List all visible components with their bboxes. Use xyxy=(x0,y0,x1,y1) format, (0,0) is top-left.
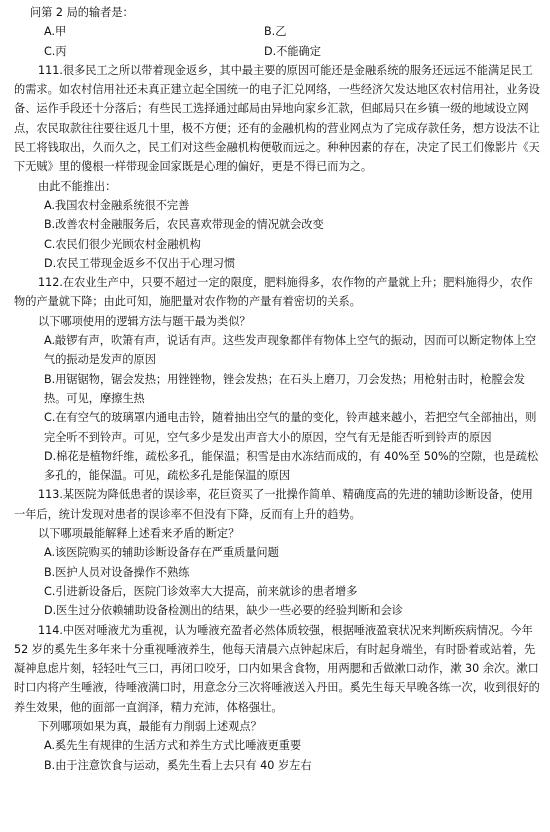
q114-option-a: A.奚先生有规律的生活方式和养生方式比唾液更重要 xyxy=(44,739,302,753)
q114-passage: 114.中医对唾液尤为重视，认为唾液充盈者必然体质较强，根据唾液盈衰状况来判断疾病情况。今年 52 岁的奚先生多年来十分重视唾液养生，他每天清晨六点钟起床后，有时起身端坐，有时卧着或站着，先凝神息虑片刻，轻轻吐气三口，再闭口咬牙，口内如果含食物，用两腮和舌做漱口动作，漱 30 余次。漱口时口内将产生唾液，待唾液满口时，用意念分三次将唾液送入丹田。奚先生每天早晚各练一次，收到很好的养生效果，他的面部一直润泽，精力充沛，体格强壮。 xyxy=(14,623,540,714)
q110-options-row2 xyxy=(14,42,540,61)
q113-option-d: D.医生过分依赖辅助设备检测出的结果，缺少一些必要的经验判断和会诊 xyxy=(44,604,403,618)
q111-option-d: D.农民工带现金返乡不仅出于心理习惯 xyxy=(44,256,236,270)
q112-option-b: B.用锯锯物，锯会发热；用锉锉物，锉会发热；在石头上磨刀，刀会发热；用枪射击时，枪膛会发热。可见，摩擦生热 xyxy=(44,372,526,405)
q110-option-b: B.乙 xyxy=(264,25,287,39)
q113-option-a: A.该医院购买的辅助诊断设备存在严重质量问题 xyxy=(44,546,279,560)
q110-option-a: A.甲 xyxy=(44,25,67,39)
q112-passage: 112.在农业生产中，只要不超过一定的限度，肥料施得多，农作物的产量就上升；肥料施得少，农作物的产量就下降；由此可知，施肥量对农作物的产量有着密切的关系。 xyxy=(14,276,533,309)
q112-option-c: C.在有空气的玻璃罩内通电击铃，随着抽出空气的量的变化，铃声越来越小，若把空气全部抽出，则完全听不到铃声。可见，空气多少是发出声音大小的原因，空气有无是能否听到铃声的原因 xyxy=(44,411,537,444)
q110-option-c: C.丙 xyxy=(44,44,67,58)
q111-option-a: A.我国农村金融系统很不完善 xyxy=(44,198,190,212)
q111-passage: 111.很多民工之所以带着现金返乡，其中最主要的原因可能还是金融系统的服务还远远不能满足民工的需求。如农村信用社还未真正建立起全国统一的电子汇兑网络，一些经济欠发达地区农村信用社，业务设备、运作手段还十分落后；有些民工选择通过邮局由异地向家乡汇款，但邮局只在乡镇一级的地域设立网点，农民取款往往要往返几十里，极不方便；还有的金融机构的营业网点为了完成存款任务，想方设法不让民工将钱取出，久而久之，民工们对这些金融机构便敬而远之。种种因素的存在，决定了民工们像影片《天下无贼》里的傻根一样带现金回家既是心理的偏好，更是不得已而为之。 xyxy=(14,63,540,174)
q110-options-row1 xyxy=(14,22,540,41)
q113-option-c: C.引进新设备后，医院门诊效率大大提高，前来就诊的患者增多 xyxy=(44,584,358,598)
q113-option-b: B.医护人员对设备操作不熟练 xyxy=(44,565,190,579)
q112-question: 以下哪项使用的逻辑方法与题干最为类似？ xyxy=(38,314,251,328)
q114-option-b: B.由于注意饮食与运动，奚先生看上去只有 40 岁左右 xyxy=(44,758,312,772)
q110-option-d: D.不能确定 xyxy=(264,44,321,58)
q111-question: 由此不能推出： xyxy=(38,179,117,193)
q110-stem: 问第 2 局的输者是： xyxy=(30,6,134,19)
q114-question: 下列哪项如果为真，最能有力削弱上述观点？ xyxy=(38,719,262,733)
q111-option-c: C.农民们很少光顾农村金融机构 xyxy=(44,237,201,251)
q113-question: 以下哪项最能解释上述看来矛盾的断定？ xyxy=(38,527,240,541)
q111-option-b: B.改善农村金融服务后，农民喜欢带现金的情况就会改变 xyxy=(44,218,324,232)
q112-option-d: D.棉花是植物纤维，疏松多孔，能保温；积雪是由水冻结而成的，有 40%至 50%的空隙，也是疏松多孔的，能保温。可见，疏松多孔是能保温的原因 xyxy=(44,449,539,483)
q112-option-a: A.敲锣有声，吹箫有声，说话有声。这些发声现象都伴有物体上空气的振动，因而可以断定物体上空气的振动是发声的原因 xyxy=(44,334,537,367)
q113-passage: 113.某医院为降低患者的误诊率，花巨资买了一批操作简单、精确度高的先进的辅助诊断设备，使用一年后，统计发现对患者的误诊率不但没有下降，反而有上升的趋势。 xyxy=(14,488,533,521)
